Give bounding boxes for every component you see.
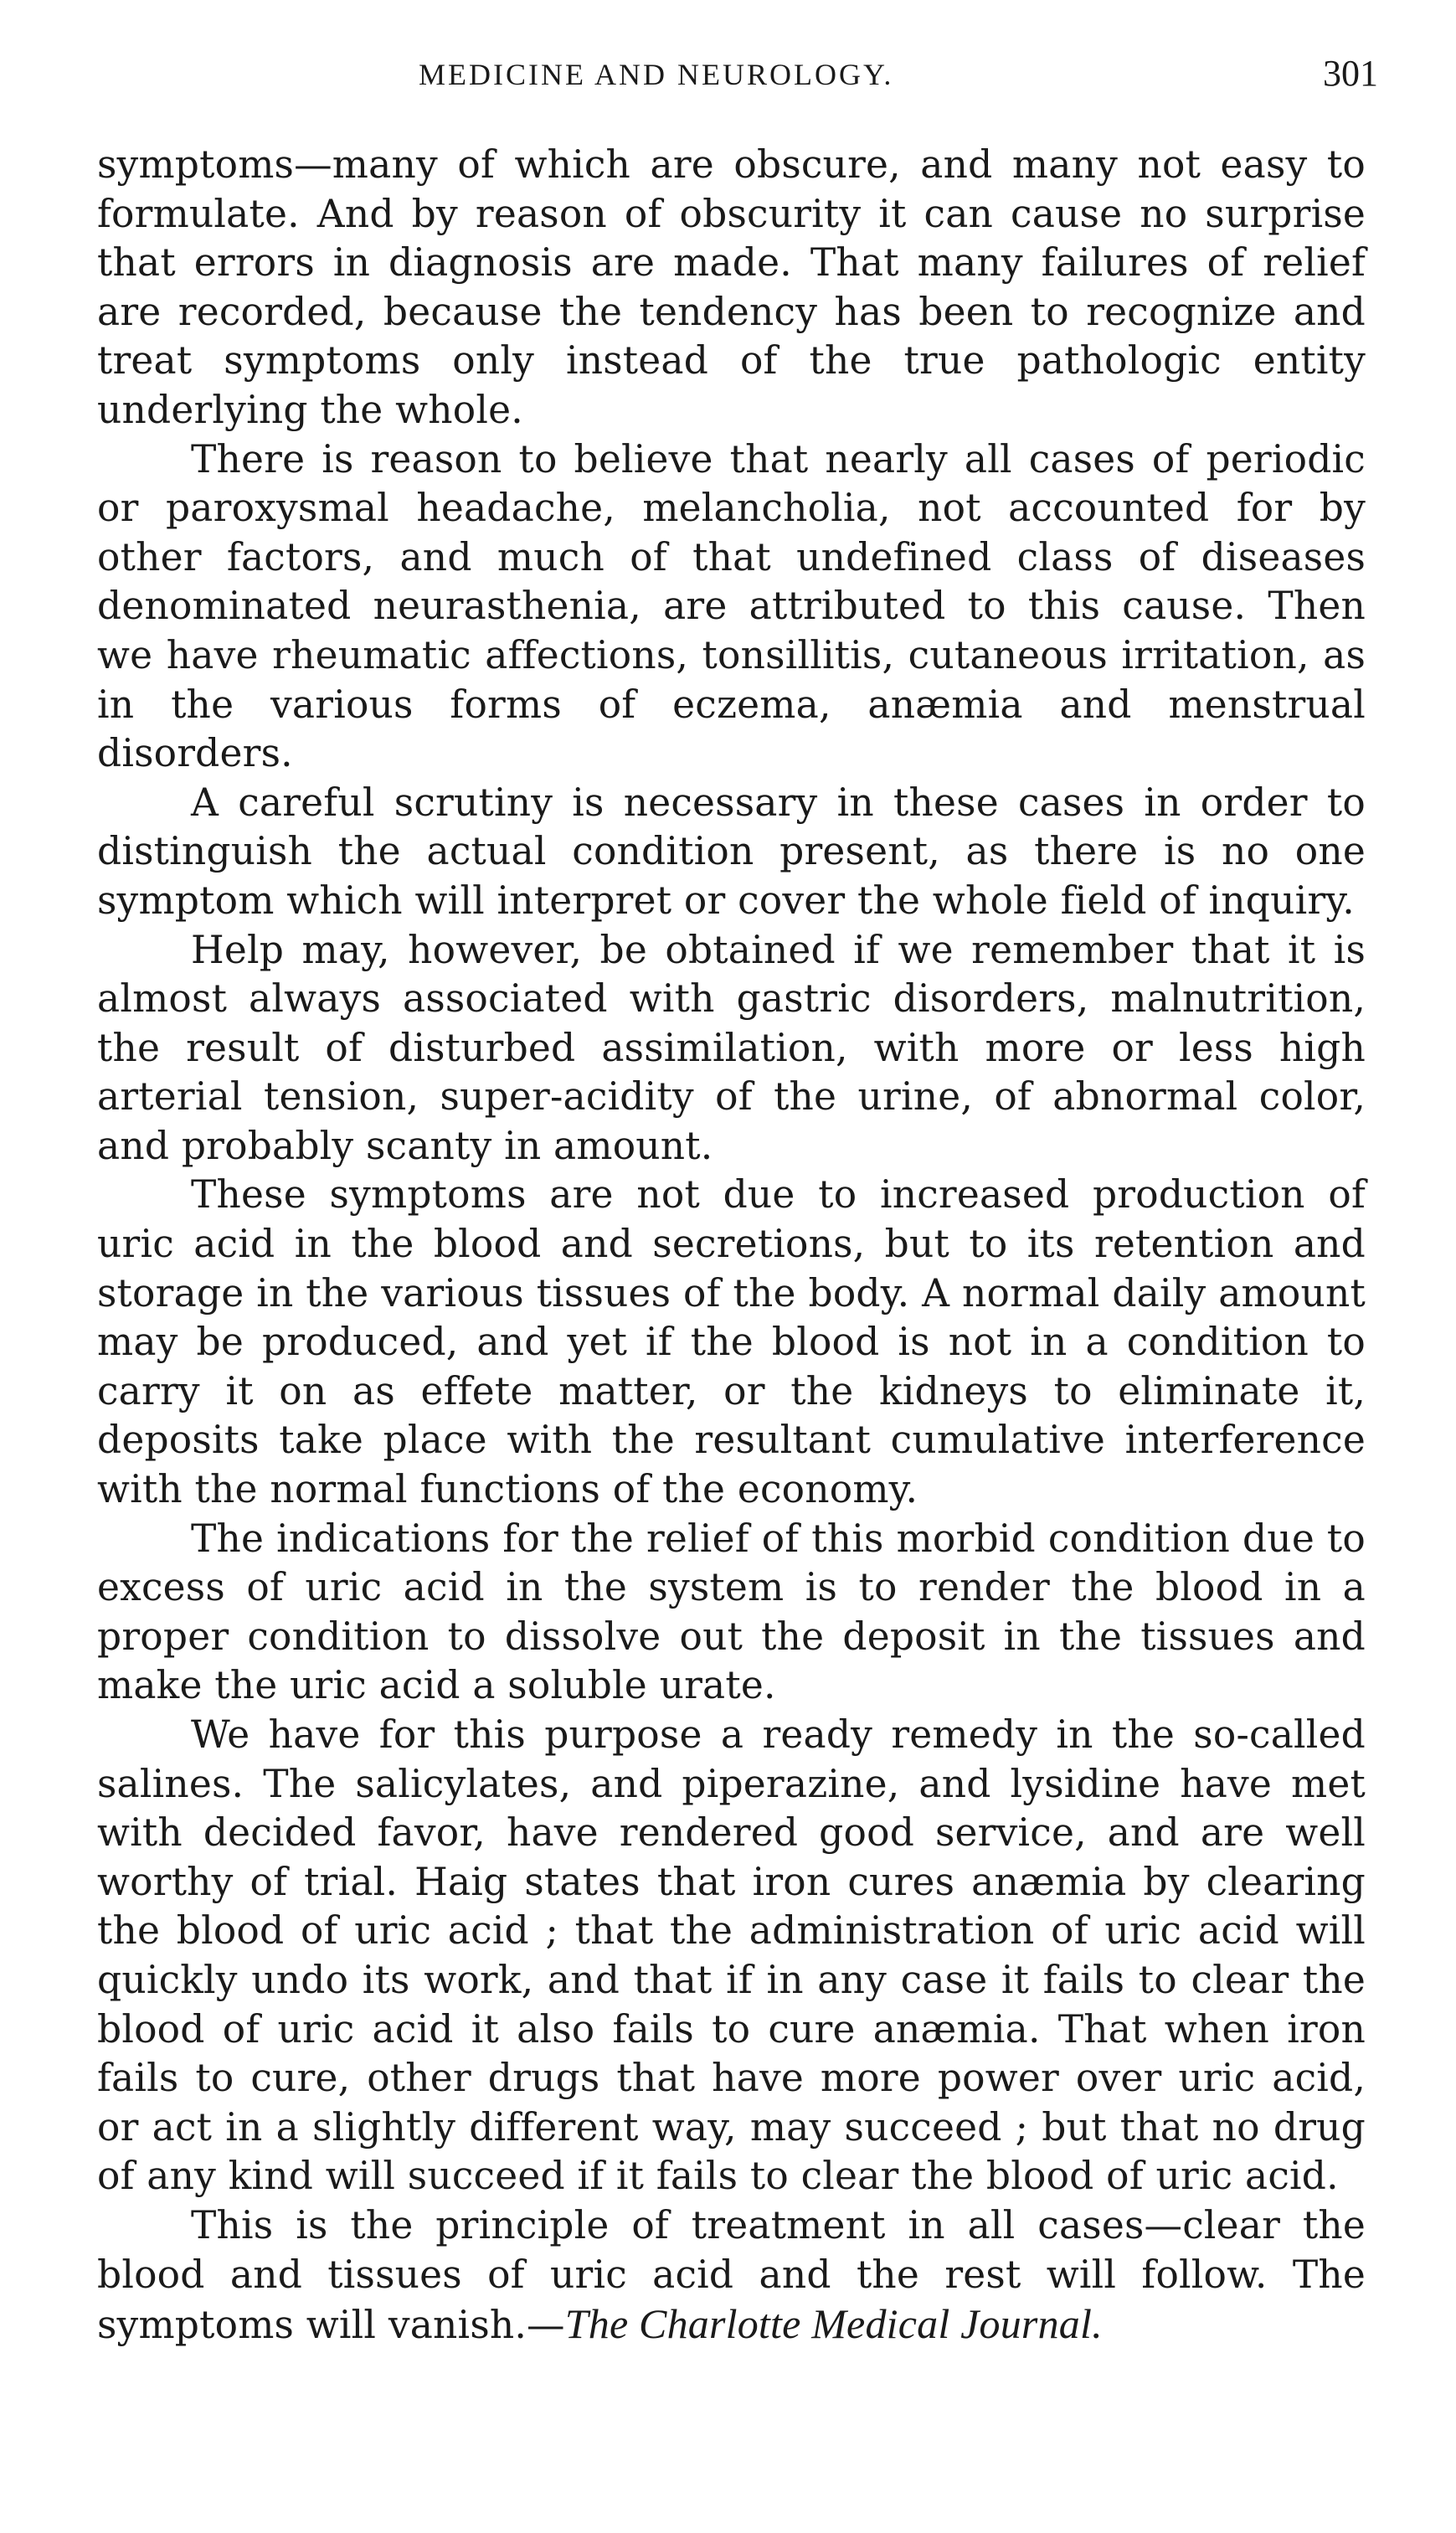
paragraph-1: symptoms—many of which are obscure, and many not easy to formulate. And by reason of obscurity it can cause no surprise that errors in diagnosis are made. That many failures of relief are recorded, because the tendency has been to recognize and treat symptoms only instead of the true pathologic entity underlying the whole. — [97, 142, 1366, 432]
source-citation: The Charlotte Medical Journal. — [564, 2300, 1103, 2348]
page-header — [97, 52, 1378, 111]
paragraph-7: We have for this purpose a ready remedy in the so-called salines. The salicylates, and piperazine, and lysidine have met with decided favor, have rendered good service, and are well worthy of trial. Haig states that iron cures anæmia by clearing the blood of uric acid ; that the administration of uric acid will quickly undo its work, and that if in any case it fails to clear the blood of uric acid it also fails to cure anæmia. That when iron fails to cure, other drugs that have more power over uric acid, or act in a slightly different way, may succeed ; but that no drug of any kind will succeed if it fails to clear the blood of uric acid. — [97, 1712, 1366, 2199]
paragraph-4: Help may, however, be obtained if we remember that it is almost always associated with gastric disorders, malnutrition, the result of disturbed assimilation, with more or less high arterial tension, super-acidity of the urine, of abnormal color, and probably scanty in amount. — [97, 927, 1366, 1168]
paragraph-3: A careful scrutiny is necessary in these cases in order to distinguish the actual condition present, as there is no one symptom which will interpret or cover the whole field of inquiry. — [97, 780, 1366, 923]
paragraph-5: These symptoms are not due to increased production of uric acid in the blood and secretions, but to its retention and storage in the various tissues of the body. A normal daily amount may be produced, and yet if the blood is not in a condition to carry it on as effete matter, or the kidneys to eliminate it, deposits take place with the resultant cumulative interference with the normal functions of the economy. — [97, 1172, 1366, 1512]
article-body — [97, 141, 1366, 2350]
paragraph-8 — [97, 2201, 1366, 2350]
running-head: MEDICINE AND NEUROLOGY. — [419, 58, 894, 91]
paragraph-6: The indications for the relief of this morbid condition due to excess of uric acid in the system is to render the blood in a proper condition to dissolve out the deposit in the tissues and make the uric acid a soluble urate. — [97, 1516, 1366, 1708]
paragraph-8-text: This is the principle of treatment in all cases—clear the blood and tissues of uric acid and the rest will follow. The symptoms will vanish.— — [97, 2202, 1366, 2348]
page-number: 301 — [1323, 53, 1378, 94]
paragraph-2: There is reason to believe that nearly all cases of periodic or paroxysmal headache, melancholia, not accounted for by other factors, and much of that undefined class of diseases denominated neurasthenia, are attributed to this cause. Then we have rheumatic affections, tonsillitis, cutaneous irritation, as in the various forms of eczema, anæmia and menstrual disorders. — [97, 436, 1366, 776]
